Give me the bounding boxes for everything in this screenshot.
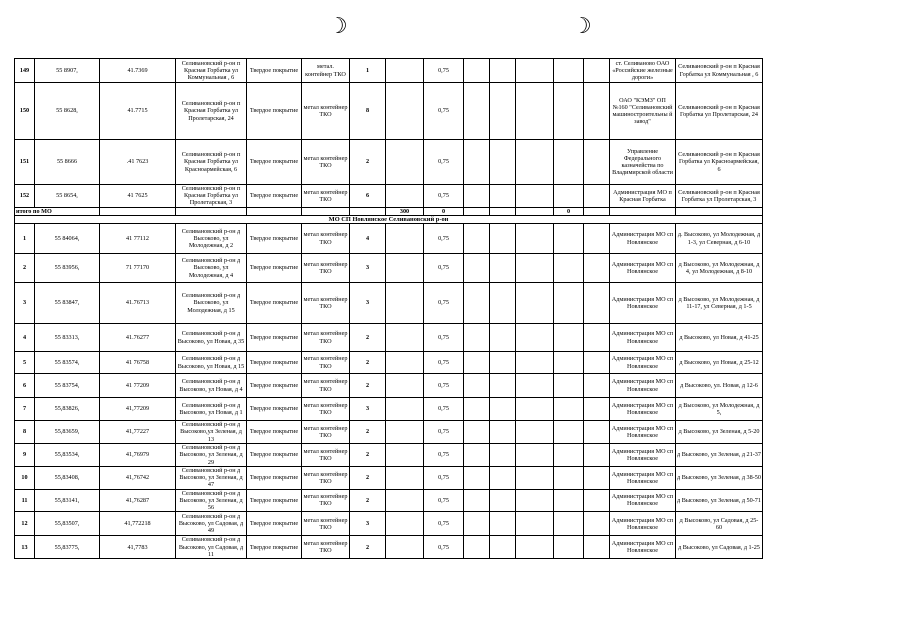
- empty: [554, 59, 584, 83]
- table-row: [15, 83, 763, 140]
- waste-source: д Высоково, ул Зеленая, д 21-37: [676, 444, 763, 467]
- surface: Твердое покрытие: [247, 421, 302, 444]
- empty: [490, 324, 516, 352]
- waste-source: д Высоково, ул Молодежная, д 4, ул Молодежная, д 8-10: [676, 254, 763, 283]
- container-volume: 0,75: [424, 421, 464, 444]
- container-type: метал контейнер ТКО: [302, 224, 350, 254]
- surface: Твердое покрытие: [247, 185, 302, 208]
- surface: Твердое покрытие: [247, 489, 302, 512]
- container-count: 2: [350, 489, 386, 512]
- address: Селивановский р-он п Красная Горбатка ул Коммунальная , 6: [176, 59, 247, 83]
- container-volume: 0,75: [424, 254, 464, 283]
- address: Селивановский р-он п Красная Горбатка ул Пролетарская, 24: [176, 83, 247, 140]
- owner: ст. Селиваново ОАО «Российские железные дороги»: [610, 59, 676, 83]
- waste-source: д Высоково, ул Молодежная, д 5,: [676, 398, 763, 421]
- container-type: метал контейнер ТКО: [302, 352, 350, 374]
- empty: [584, 324, 610, 352]
- waste-source: д Высоково, ул Зеленая, д 5-20: [676, 421, 763, 444]
- latitude: 55 84064,: [35, 224, 100, 254]
- container-count: 2: [350, 467, 386, 490]
- empty: [464, 254, 490, 283]
- address: Селивановский р-он д Высоково, ул Садовая, д 11: [176, 536, 247, 559]
- longitude: 41 76758: [100, 352, 176, 374]
- container-type: метал контейнер ТКО: [302, 254, 350, 283]
- container-volume: 0,75: [424, 512, 464, 536]
- row-number: 10: [15, 467, 35, 490]
- empty: [554, 283, 584, 324]
- container-count: 2: [350, 140, 386, 185]
- empty: [490, 83, 516, 140]
- surface: Твердое покрытие: [247, 444, 302, 467]
- empty: [464, 224, 490, 254]
- empty: [584, 512, 610, 536]
- empty: [584, 185, 610, 208]
- empty: [490, 283, 516, 324]
- owner: Администрация МО сп Новлянское: [610, 283, 676, 324]
- empty: [464, 467, 490, 490]
- container-count: 3: [350, 398, 386, 421]
- surface: Твердое покрытие: [247, 140, 302, 185]
- empty: [490, 185, 516, 208]
- waste-source: д Высоково, ул Молодежная, д 11-17, ул Северная, д 1-5: [676, 283, 763, 324]
- waste-source: д Высоково, ул Зеленая, д 50-71: [676, 489, 763, 512]
- empty: [554, 467, 584, 490]
- surface: Твердое покрытие: [247, 398, 302, 421]
- container-type: метал контейнер ТКО: [302, 421, 350, 444]
- longitude: .41 7623: [100, 140, 176, 185]
- address: Селивановский р-он д Высоково, ул Новая, д 1: [176, 398, 247, 421]
- latitude: 55 83313,: [35, 324, 100, 352]
- address: Селивановский р-он д Высоково, ул Зеленая, д 56: [176, 489, 247, 512]
- empty: [490, 254, 516, 283]
- address: Селивановский р-он д Высоково, ул Зеленая, д 47: [176, 467, 247, 490]
- container-type: метал контейнер ТКО: [302, 83, 350, 140]
- container-count: 2: [350, 352, 386, 374]
- empty: [386, 324, 424, 352]
- longitude: 41.76277: [100, 324, 176, 352]
- surface: Твердое покрытие: [247, 254, 302, 283]
- longitude: 41 7625: [100, 185, 176, 208]
- container-type: метал контейнер ТКО: [302, 398, 350, 421]
- latitude: 55 8628,: [35, 83, 100, 140]
- latitude: 55,83775,: [35, 536, 100, 559]
- empty: [584, 140, 610, 185]
- waste-source: Селивановский р-он п Красная Горбатка ул Пролетарская, 24: [676, 83, 763, 140]
- surface: Твердое покрытие: [247, 467, 302, 490]
- container-volume: 0,75: [424, 324, 464, 352]
- latitude: 55 83754,: [35, 374, 100, 398]
- empty: [464, 444, 490, 467]
- empty: [464, 421, 490, 444]
- surface: Твердое покрытие: [247, 59, 302, 83]
- crescent-mark-left: ☽: [328, 14, 348, 39]
- waste-source: Селивановский р-он п Красная Горбатка ул Пролетарская, 3: [676, 185, 763, 208]
- owner: Администрация МО сп Новлянское: [610, 489, 676, 512]
- row-number: 152: [15, 185, 35, 208]
- owner: Администрация МО сп Новлянское: [610, 324, 676, 352]
- empty: [554, 140, 584, 185]
- registry-table: [14, 58, 763, 559]
- address: Селивановский р-он п Красная Горбатка ул Пролетарская, 3: [176, 185, 247, 208]
- container-volume: 0,75: [424, 59, 464, 83]
- empty: [584, 83, 610, 140]
- address: Селивановский р-он д Высоково,ул Зеленая, д 13: [176, 421, 247, 444]
- empty: [464, 283, 490, 324]
- empty: [386, 352, 424, 374]
- empty: [516, 283, 554, 324]
- surface: Твердое покрытие: [247, 374, 302, 398]
- table-row: [15, 283, 763, 324]
- empty: [386, 224, 424, 254]
- empty: [490, 444, 516, 467]
- table-row: [15, 536, 763, 559]
- empty: [386, 444, 424, 467]
- empty: [584, 254, 610, 283]
- latitude: 55 83956,: [35, 254, 100, 283]
- surface: Твердое покрытие: [247, 324, 302, 352]
- empty: [554, 444, 584, 467]
- row-number: 1: [15, 224, 35, 254]
- container-volume: 0,75: [424, 224, 464, 254]
- empty: [516, 489, 554, 512]
- longitude: 41,77209: [100, 398, 176, 421]
- surface: Твердое покрытие: [247, 512, 302, 536]
- table-row: [15, 224, 763, 254]
- container-count: 4: [350, 224, 386, 254]
- total-row: [15, 207, 763, 215]
- longitude: 41.7715: [100, 83, 176, 140]
- owner: ОАО "КЭМЗ" ОП №160 "Селивановский машиностроительны й завод": [610, 83, 676, 140]
- container-count: 2: [350, 536, 386, 559]
- owner: Администрация МО сп Новлянское: [610, 398, 676, 421]
- longitude: 41,76742: [100, 467, 176, 490]
- empty: [386, 536, 424, 559]
- container-count: 3: [350, 254, 386, 283]
- owner: Администрация МО сп Новлянское: [610, 374, 676, 398]
- owner: Администрация МО сп Новлянское: [610, 254, 676, 283]
- address: Селивановский р-он д Высоково, ул Молодежная, д 15: [176, 283, 247, 324]
- address: Селивановский р-он д Высоково, ул Новая, д 35: [176, 324, 247, 352]
- address: Селивановский р-он д Высоково, ул Молодежная, д 4: [176, 254, 247, 283]
- row-number: 3: [15, 283, 35, 324]
- container-volume: 0,75: [424, 185, 464, 208]
- empty: [554, 374, 584, 398]
- empty: [464, 352, 490, 374]
- empty: [584, 444, 610, 467]
- container-type: метал контейнер ТКО: [302, 283, 350, 324]
- container-type: метал контейнер ТКО: [302, 444, 350, 467]
- empty: [464, 489, 490, 512]
- empty: [554, 224, 584, 254]
- table-row: [15, 324, 763, 352]
- empty: [584, 489, 610, 512]
- empty: [464, 83, 490, 140]
- empty: [516, 512, 554, 536]
- latitude: 55 8666: [35, 140, 100, 185]
- empty: [554, 352, 584, 374]
- empty: [584, 374, 610, 398]
- latitude: 55,83507,: [35, 512, 100, 536]
- table-row: [15, 185, 763, 208]
- address: Селивановский р-он д Высоково, ул Новая, д 15: [176, 352, 247, 374]
- table-row: [15, 374, 763, 398]
- empty: [516, 421, 554, 444]
- address: Селивановский р-он д Высоково, ул Зеленая, д 29: [176, 444, 247, 467]
- owner: Администрация МО сп Новлянское: [610, 536, 676, 559]
- container-type: метал контейнер ТКО: [302, 512, 350, 536]
- latitude: 55,83534,: [35, 444, 100, 467]
- empty: [490, 467, 516, 490]
- owner: Администрация МО сп Новлянское: [610, 512, 676, 536]
- longitude: 41.7369: [100, 59, 176, 83]
- latitude: 55,83408,: [35, 467, 100, 490]
- empty: [584, 398, 610, 421]
- table-row: [15, 59, 763, 83]
- empty: [554, 185, 584, 208]
- empty: [516, 374, 554, 398]
- container-volume: 0,75: [424, 140, 464, 185]
- table-row: [15, 489, 763, 512]
- container-type: метал контейнер ТКО: [302, 467, 350, 490]
- container-type: метал контейнер ТКО: [302, 374, 350, 398]
- waste-source: д. Высоково, ул Молодежная, д 1-3, ул Северная, д 6-10: [676, 224, 763, 254]
- address: Селивановский р-он д Высоково, ул Молодежная, д 2: [176, 224, 247, 254]
- empty: [386, 398, 424, 421]
- empty: [490, 224, 516, 254]
- container-count: 2: [350, 421, 386, 444]
- container-volume: 0,75: [424, 83, 464, 140]
- container-volume: 0,75: [424, 536, 464, 559]
- longitude: 41,7783: [100, 536, 176, 559]
- empty: [516, 352, 554, 374]
- row-number: 151: [15, 140, 35, 185]
- table-row: [15, 254, 763, 283]
- empty: [464, 512, 490, 536]
- empty: [490, 421, 516, 444]
- container-type: метал контейнер ТКО: [302, 185, 350, 208]
- row-number: 8: [15, 421, 35, 444]
- container-volume: 0,75: [424, 398, 464, 421]
- empty: [516, 324, 554, 352]
- container-count: 3: [350, 283, 386, 324]
- owner: Управление Федерального казначейства по Владимирской области: [610, 140, 676, 185]
- empty: [516, 224, 554, 254]
- empty: [386, 512, 424, 536]
- total-count: 300: [386, 207, 424, 215]
- empty: [554, 489, 584, 512]
- container-count: 8: [350, 83, 386, 140]
- empty: [516, 83, 554, 140]
- container-count: 3: [350, 512, 386, 536]
- waste-source: Селивановский р-он п Красная Горбатка ул Коммунальная , 6: [676, 59, 763, 83]
- owner: Администрация МО сп Новлянское: [610, 224, 676, 254]
- table-row: [15, 467, 763, 490]
- empty: [554, 254, 584, 283]
- owner: Администрация МО сп Новлянское: [610, 444, 676, 467]
- longitude: 41,76287: [100, 489, 176, 512]
- empty: [584, 536, 610, 559]
- table-row: [15, 398, 763, 421]
- table-row: [15, 421, 763, 444]
- total-b: 0: [424, 207, 464, 215]
- container-type: метал контейнер ТКО: [302, 324, 350, 352]
- empty: [386, 283, 424, 324]
- empty: [464, 398, 490, 421]
- container-volume: 0,75: [424, 352, 464, 374]
- surface: Твердое покрытие: [247, 83, 302, 140]
- owner: Администрация МО сп Новлянское: [610, 352, 676, 374]
- empty: [464, 536, 490, 559]
- container-count: 2: [350, 374, 386, 398]
- table-row: [15, 352, 763, 374]
- container-volume: 0,75: [424, 489, 464, 512]
- owner: Администрация МО сп Новлянское: [610, 467, 676, 490]
- empty: [490, 398, 516, 421]
- waste-source: д Высоково, ул Новая, д 25-12: [676, 352, 763, 374]
- empty: [516, 444, 554, 467]
- empty: [584, 467, 610, 490]
- empty: [584, 59, 610, 83]
- longitude: 41,772218: [100, 512, 176, 536]
- longitude: 41 77209: [100, 374, 176, 398]
- empty: [516, 185, 554, 208]
- row-number: 149: [15, 59, 35, 83]
- container-type: метал контейнер ТКО: [302, 140, 350, 185]
- empty: [516, 536, 554, 559]
- address: Селивановский р-он п Красная Горбатка ул Красноармейская, 6: [176, 140, 247, 185]
- latitude: 55,83659,: [35, 421, 100, 444]
- row-number: 150: [15, 83, 35, 140]
- latitude: 55 83574,: [35, 352, 100, 374]
- container-volume: 0,75: [424, 283, 464, 324]
- empty: [386, 374, 424, 398]
- latitude: 55 8654,: [35, 185, 100, 208]
- empty: [464, 185, 490, 208]
- empty: [516, 467, 554, 490]
- row-number: 13: [15, 536, 35, 559]
- waste-source: д Высоково, ул. Новая, д 12-6: [676, 374, 763, 398]
- empty: [584, 352, 610, 374]
- empty: [490, 374, 516, 398]
- row-number: 6: [15, 374, 35, 398]
- row-number: 7: [15, 398, 35, 421]
- longitude: 41,76979: [100, 444, 176, 467]
- row-number: 2: [15, 254, 35, 283]
- empty: [584, 283, 610, 324]
- surface: Твердое покрытие: [247, 283, 302, 324]
- crescent-mark-right: ☽: [572, 14, 592, 39]
- container-count: 2: [350, 444, 386, 467]
- total-label: итого по МО: [15, 207, 100, 215]
- total-c: 0: [554, 207, 584, 215]
- empty: [490, 536, 516, 559]
- address: Селивановский р-он д Высоково, ул Садовая, д 49: [176, 512, 247, 536]
- section-header: МО СП Новлянское Селивановский р-он: [15, 215, 763, 223]
- waste-source: д Высоково, ул Новая, д 41-25: [676, 324, 763, 352]
- latitude: 55,83141,: [35, 489, 100, 512]
- table-row: [15, 444, 763, 467]
- empty: [386, 59, 424, 83]
- row-number: 9: [15, 444, 35, 467]
- container-type: метал. контейнер ТКО: [302, 59, 350, 83]
- empty: [516, 59, 554, 83]
- empty: [584, 421, 610, 444]
- empty: [554, 324, 584, 352]
- empty: [490, 489, 516, 512]
- address: Селивановский р-он д Высоково, ул Новая, д 4: [176, 374, 247, 398]
- empty: [516, 398, 554, 421]
- longitude: 41,77227: [100, 421, 176, 444]
- latitude: 55 83847,: [35, 283, 100, 324]
- container-count: 2: [350, 324, 386, 352]
- empty: [554, 83, 584, 140]
- empty: [386, 185, 424, 208]
- row-number: 12: [15, 512, 35, 536]
- empty: [464, 374, 490, 398]
- empty: [464, 140, 490, 185]
- empty: [464, 324, 490, 352]
- latitude: 55 8907,: [35, 59, 100, 83]
- owner: Администрация МО сп Новлянское: [610, 421, 676, 444]
- container-volume: 0,75: [424, 374, 464, 398]
- waste-source: д Высоково, ул Садовая, д 1-25: [676, 536, 763, 559]
- empty: [490, 512, 516, 536]
- container-count: 6: [350, 185, 386, 208]
- empty: [584, 224, 610, 254]
- waste-source: д Высоково, ул Садовая, д 25-60: [676, 512, 763, 536]
- empty: [386, 140, 424, 185]
- container-type: метал контейнер ТКО: [302, 489, 350, 512]
- empty: [516, 254, 554, 283]
- container-volume: 0,75: [424, 467, 464, 490]
- surface: Твердое покрытие: [247, 352, 302, 374]
- container-count: 1: [350, 59, 386, 83]
- empty: [386, 254, 424, 283]
- empty: [490, 352, 516, 374]
- empty: [386, 489, 424, 512]
- empty: [554, 398, 584, 421]
- surface: Твердое покрытие: [247, 224, 302, 254]
- empty: [516, 140, 554, 185]
- waste-source: д Высоково, ул Зеленая, д 38-50: [676, 467, 763, 490]
- empty: [386, 467, 424, 490]
- longitude: 71 77170: [100, 254, 176, 283]
- empty: [554, 421, 584, 444]
- container-type: метал контейнер ТКО: [302, 536, 350, 559]
- surface: Твердое покрытие: [247, 536, 302, 559]
- empty: [554, 536, 584, 559]
- row-number: 4: [15, 324, 35, 352]
- empty: [386, 421, 424, 444]
- longitude: 41.76713: [100, 283, 176, 324]
- latitude: 55,83826,: [35, 398, 100, 421]
- empty: [554, 512, 584, 536]
- longitude: 41 77112: [100, 224, 176, 254]
- empty: [464, 59, 490, 83]
- empty: [490, 59, 516, 83]
- empty: [490, 140, 516, 185]
- row-number: 11: [15, 489, 35, 512]
- table-row: [15, 512, 763, 536]
- waste-source: Селивановский р-он п Красная Горбатка ул Красноармейская, 6: [676, 140, 763, 185]
- container-volume: 0,75: [424, 444, 464, 467]
- empty: [386, 83, 424, 140]
- table-row: [15, 140, 763, 185]
- row-number: 5: [15, 352, 35, 374]
- owner: Администрация МО п Красная Горбатка: [610, 185, 676, 208]
